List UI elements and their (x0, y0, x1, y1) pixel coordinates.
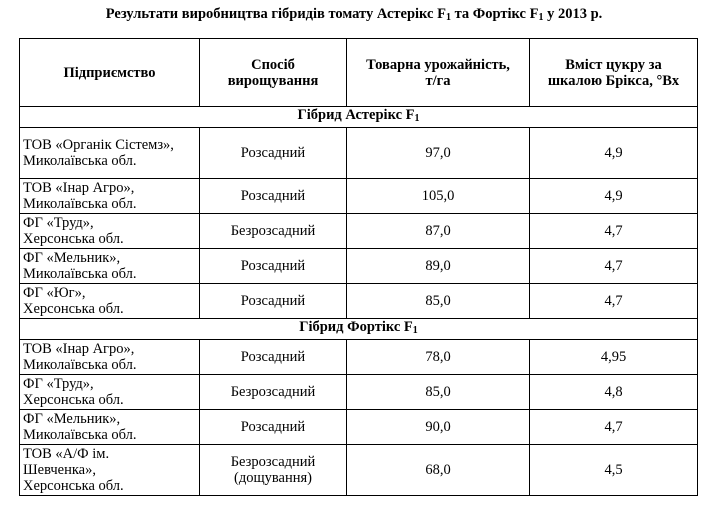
results-table (19, 38, 698, 496)
header-sugar: Вміст цукру за шкалою Брікса, °Bx (530, 39, 698, 107)
header-method: Спосіб вирощування (200, 39, 347, 107)
table-row: ФГ «Мельник», Миколаївська обл. Розсадний 90,0 4,7 (20, 410, 698, 445)
table-row: ФГ «Юг», Херсонська обл. Розсадний 85,0 4,7 (20, 284, 698, 319)
table-title: Результати виробництва гібридів томату Астерікс $F_1$ та Фортікс $F_1$ у 2013 р. (105, 6, 603, 23)
table-row: ФГ «Труд», Херсонська обл. Безрозсадний 87,0 4,7 (20, 214, 698, 249)
table-row: ТОВ «А/Ф ім. Шевченка», Херсонська обл. Безрозсадний (дощування) 68,0 4,5 (20, 445, 698, 496)
group-header-fortix: Гібрид Фортікс $F_1$ (20, 319, 698, 340)
group-header-asterix: Гібрид Астерікс $F_1$ (20, 107, 698, 128)
table-row: ФГ «Труд», Херсонська обл. Безрозсадний 85,0 4,8 (20, 375, 698, 410)
table-row: ТОВ «Інар Агро», Миколаївська обл. Розсадний 78,0 4,95 (20, 340, 698, 375)
header-yield: Товарна урожайність, т/га (347, 39, 530, 107)
table-row: ТОВ «Органік Сістемз», Миколаївська обл. Розсадний 97,0 4,9 (20, 128, 698, 179)
table-row: ТОВ «Інар Агро», Миколаївська обл. Розсадний 105,0 4,9 (20, 179, 698, 214)
header-org: Підприємство (20, 39, 200, 107)
table-row: ФГ «Мельник», Миколаївська обл. Розсадний 89,0 4,7 (20, 249, 698, 284)
header-row (20, 39, 698, 107)
